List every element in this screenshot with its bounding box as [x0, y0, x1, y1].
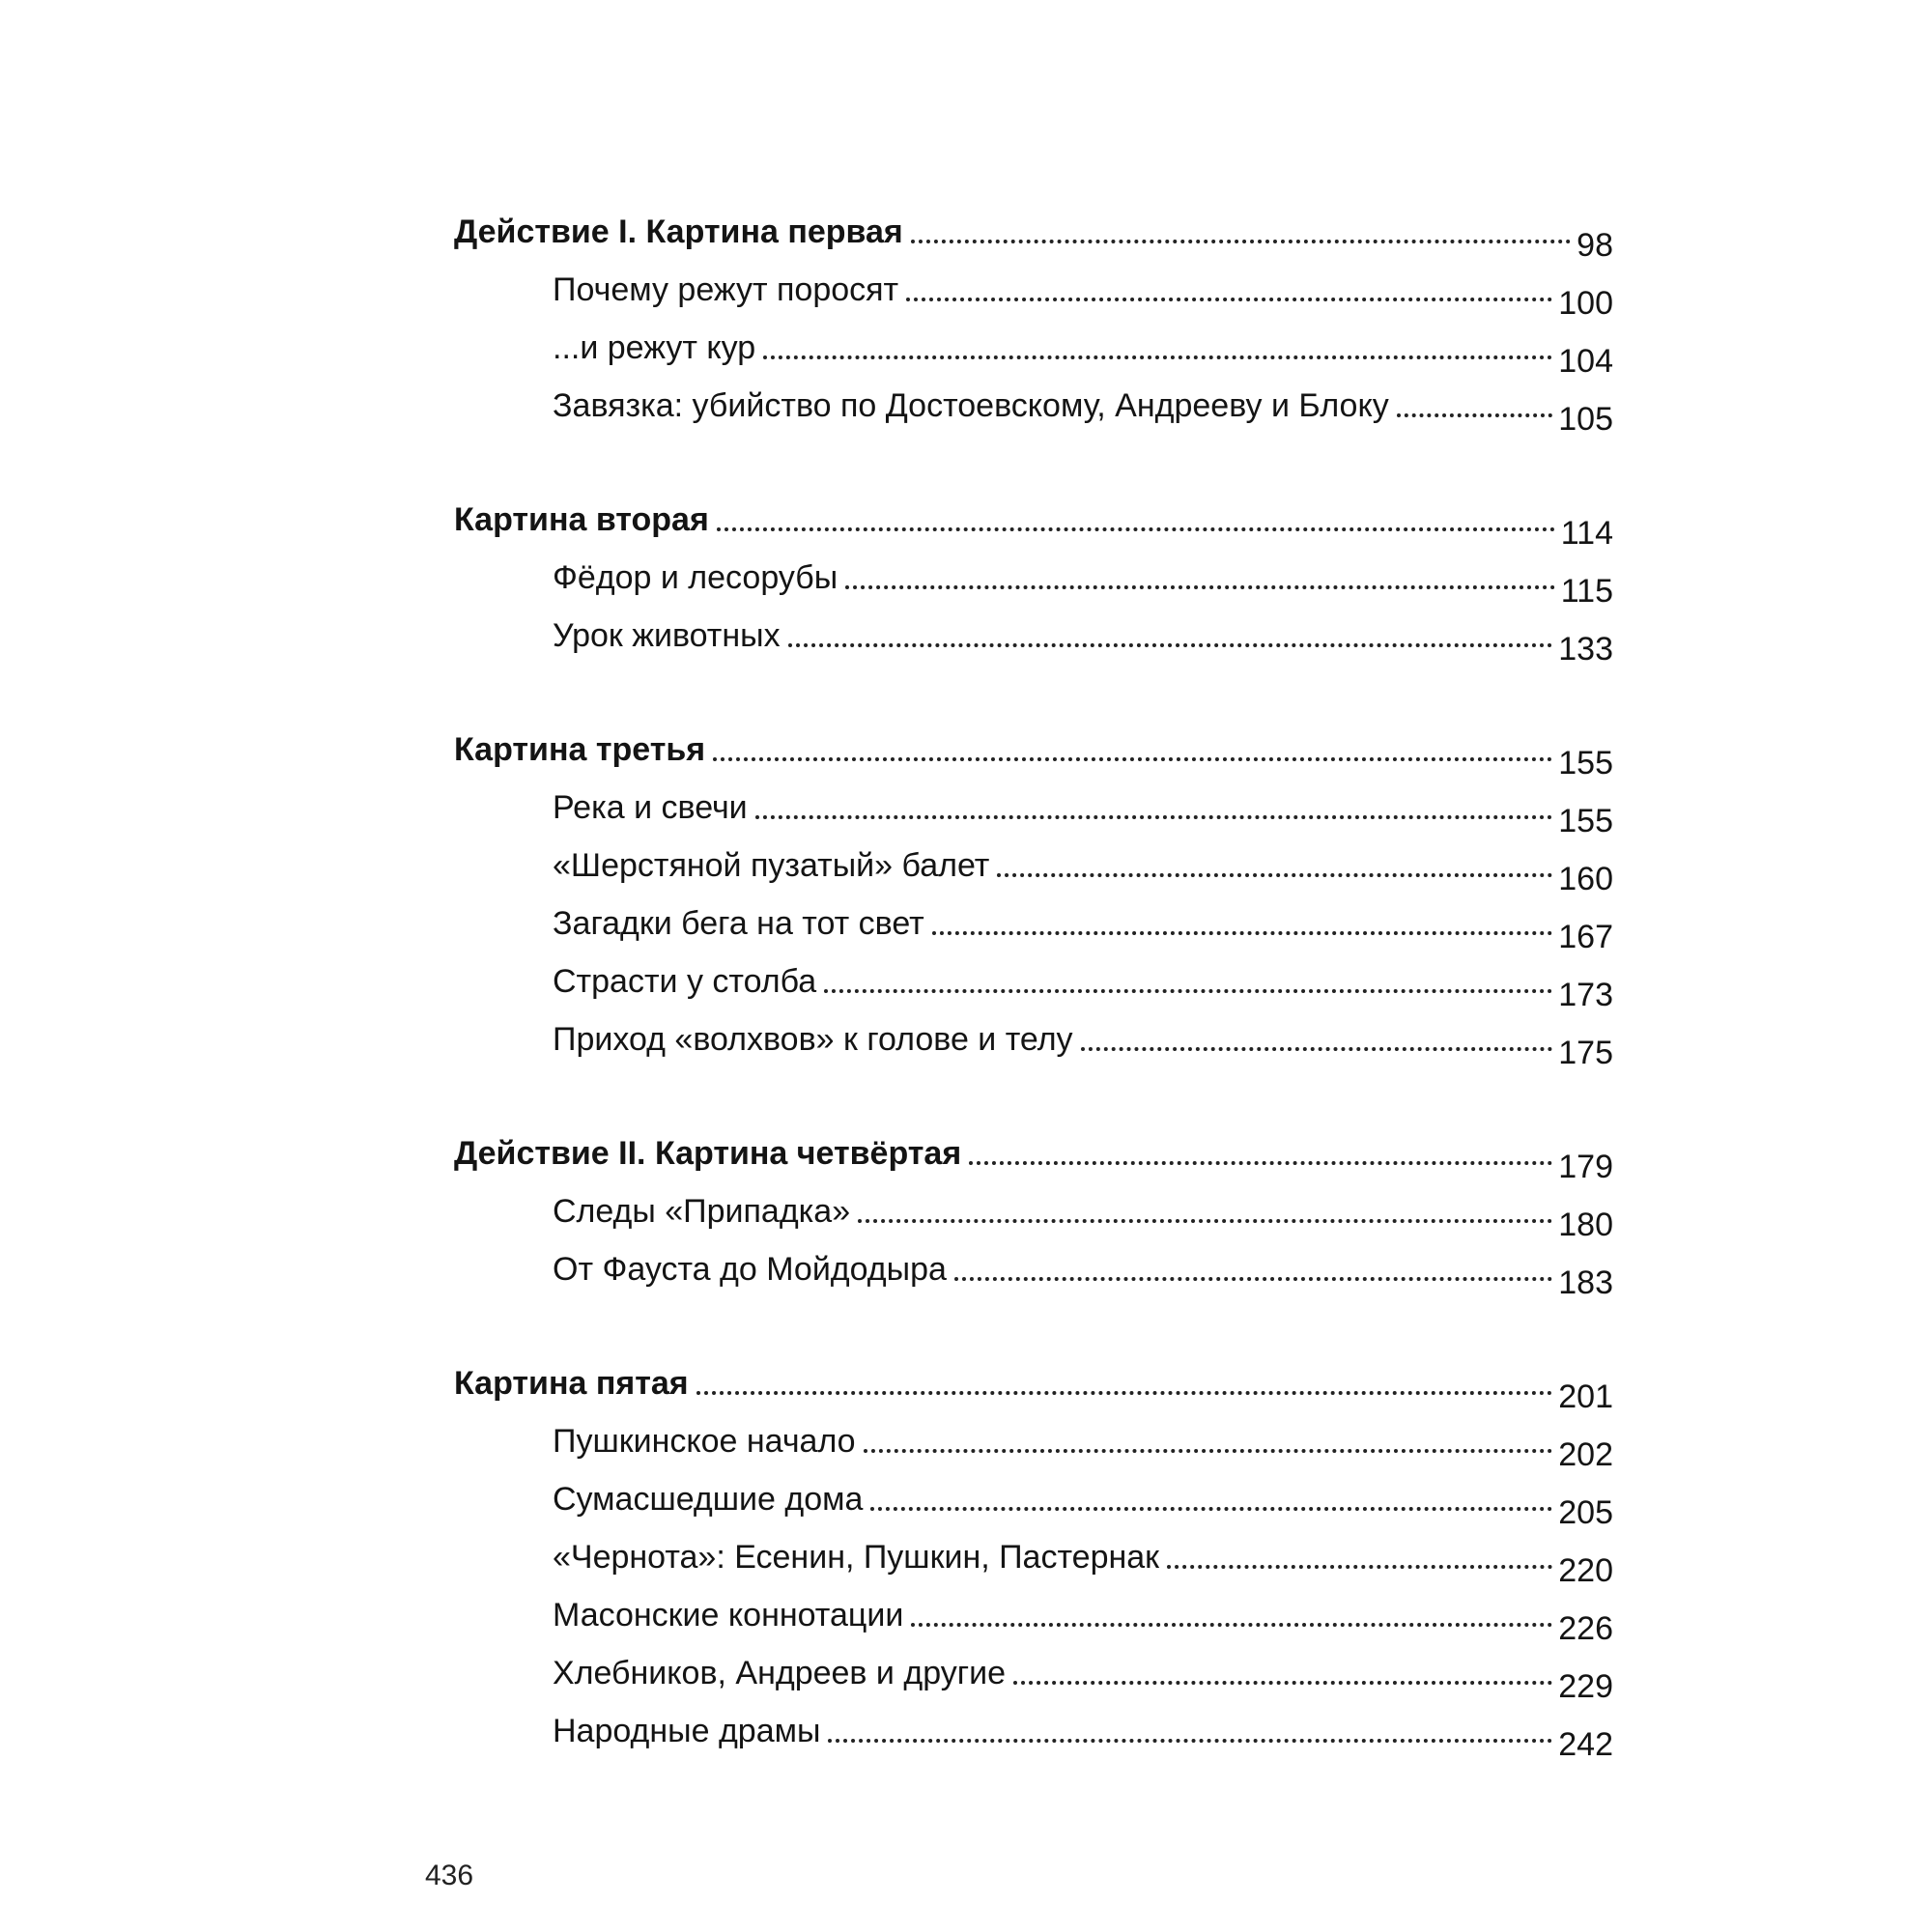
toc-entry [454, 1173, 1613, 1243]
toc-page-number: 201 [1558, 1378, 1613, 1415]
dot-leader [845, 585, 1555, 589]
toc-entry-title: Загадки бега на тот свет [553, 905, 924, 942]
toc-heading-title: Картина вторая [454, 501, 709, 538]
toc-page-number: 229 [1558, 1668, 1613, 1705]
dot-leader [864, 1449, 1553, 1453]
dot-leader [713, 757, 1552, 761]
dot-leader [755, 815, 1553, 819]
toc-entry [454, 885, 1613, 955]
toc-heading [454, 1115, 1613, 1185]
dot-leader [997, 873, 1552, 877]
toc-page-number: 180 [1558, 1207, 1613, 1243]
toc-entry-title: ...и режут кур [553, 329, 756, 366]
toc-entry [454, 309, 1613, 380]
dot-leader [932, 931, 1553, 935]
toc-page-number: 115 [1560, 573, 1613, 610]
toc-page-number: 183 [1558, 1264, 1613, 1301]
toc-page-number: 100 [1558, 285, 1613, 322]
toc-page-number: 160 [1558, 861, 1613, 897]
dot-leader [763, 355, 1552, 359]
toc-heading-title: Картина третья [454, 731, 706, 768]
dot-leader [969, 1161, 1552, 1165]
dot-leader [696, 1391, 1553, 1395]
toc-heading [454, 1345, 1613, 1415]
dot-leader [717, 527, 1555, 531]
dot-leader [911, 1623, 1552, 1627]
toc-entry-title: Народные драмы [553, 1713, 821, 1749]
toc-page-number: 173 [1558, 977, 1613, 1013]
dot-leader [870, 1507, 1552, 1511]
toc-entry-title: Урок животных [553, 617, 781, 654]
toc-page-number: 175 [1558, 1035, 1613, 1071]
toc-page-number: 114 [1560, 515, 1613, 552]
toc-page-number: 202 [1558, 1436, 1613, 1473]
toc-entry [454, 1692, 1613, 1763]
toc-section [454, 193, 1613, 438]
toc-entry-title: «Чернота»: Есенин, Пушкин, Пастернак [553, 1539, 1160, 1576]
toc-entry-title: Река и свечи [553, 789, 748, 826]
toc-entry [454, 367, 1613, 438]
toc-page-number: 155 [1558, 745, 1613, 781]
toc-entry [454, 597, 1613, 668]
dot-leader [1081, 1047, 1553, 1051]
toc-page-number: 226 [1558, 1610, 1613, 1647]
dot-leader [828, 1739, 1552, 1743]
toc-page-number: 104 [1558, 343, 1613, 380]
toc-page-number: 242 [1558, 1726, 1613, 1763]
table-of-contents [454, 193, 1613, 1806]
toc-entry-title: Сумасшедшие дома [553, 1481, 864, 1518]
toc-section [454, 1115, 1613, 1301]
dot-leader [1397, 413, 1553, 417]
toc-entry-title: Следы «Припадка» [553, 1193, 851, 1230]
toc-page-number: 155 [1558, 803, 1613, 839]
page-folio-number: 436 [425, 1860, 474, 1891]
dot-leader [858, 1219, 1552, 1223]
toc-entry [454, 769, 1613, 839]
toc-entry [454, 1403, 1613, 1473]
toc-page-number: 133 [1558, 631, 1613, 668]
toc-entry [454, 251, 1613, 322]
toc-section [454, 481, 1613, 668]
toc-entry [454, 1461, 1613, 1531]
toc-page-number: 220 [1558, 1552, 1613, 1589]
toc-entry [454, 943, 1613, 1013]
toc-page-number: 98 [1577, 227, 1613, 264]
toc-entry-title: Пушкинское начало [553, 1423, 856, 1460]
toc-entry-title: От Фауста до Мойдодыра [553, 1251, 947, 1288]
toc-entry [454, 1231, 1613, 1301]
toc-heading [454, 711, 1613, 781]
dot-leader [954, 1277, 1552, 1281]
dot-leader [1167, 1565, 1552, 1569]
toc-heading-title: Действие I. Картина первая [454, 213, 903, 250]
toc-heading-title: Действие II. Картина четвёртая [454, 1135, 962, 1172]
toc-entry [454, 1001, 1613, 1071]
dot-leader [824, 989, 1552, 993]
toc-entry [454, 1577, 1613, 1647]
toc-page-number: 205 [1558, 1494, 1613, 1531]
toc-entry [454, 539, 1613, 610]
toc-entry-title: Хлебников, Андреев и другие [553, 1655, 1007, 1691]
toc-page-number: 105 [1558, 401, 1613, 438]
toc-page-number: 167 [1558, 919, 1613, 955]
toc-heading-title: Картина пятая [454, 1365, 689, 1402]
dot-leader [906, 298, 1552, 301]
toc-entry-title: Масонские коннотации [553, 1597, 904, 1634]
toc-entry-title: Завязка: убийство по Достоевскому, Андрееву и Блоку [553, 387, 1389, 424]
toc-heading [454, 481, 1613, 552]
toc-entry [454, 1634, 1613, 1705]
toc-entry-title: «Шерстяной пузатый» балет [553, 847, 990, 884]
toc-page-number: 179 [1558, 1149, 1613, 1185]
toc-section [454, 1345, 1613, 1763]
dot-leader [911, 240, 1571, 243]
toc-heading [454, 193, 1613, 264]
toc-entry [454, 827, 1613, 897]
dot-leader [788, 643, 1553, 647]
dot-leader [1013, 1681, 1552, 1685]
toc-entry-title: Страсти у столба [553, 963, 817, 1000]
toc-entry-title: Почему режут поросят [553, 271, 899, 308]
toc-entry-title: Фёдор и лесорубы [553, 559, 838, 596]
toc-section [454, 711, 1613, 1071]
toc-entry-title: Приход «волхвов» к голове и телу [553, 1021, 1073, 1058]
toc-entry [454, 1519, 1613, 1589]
